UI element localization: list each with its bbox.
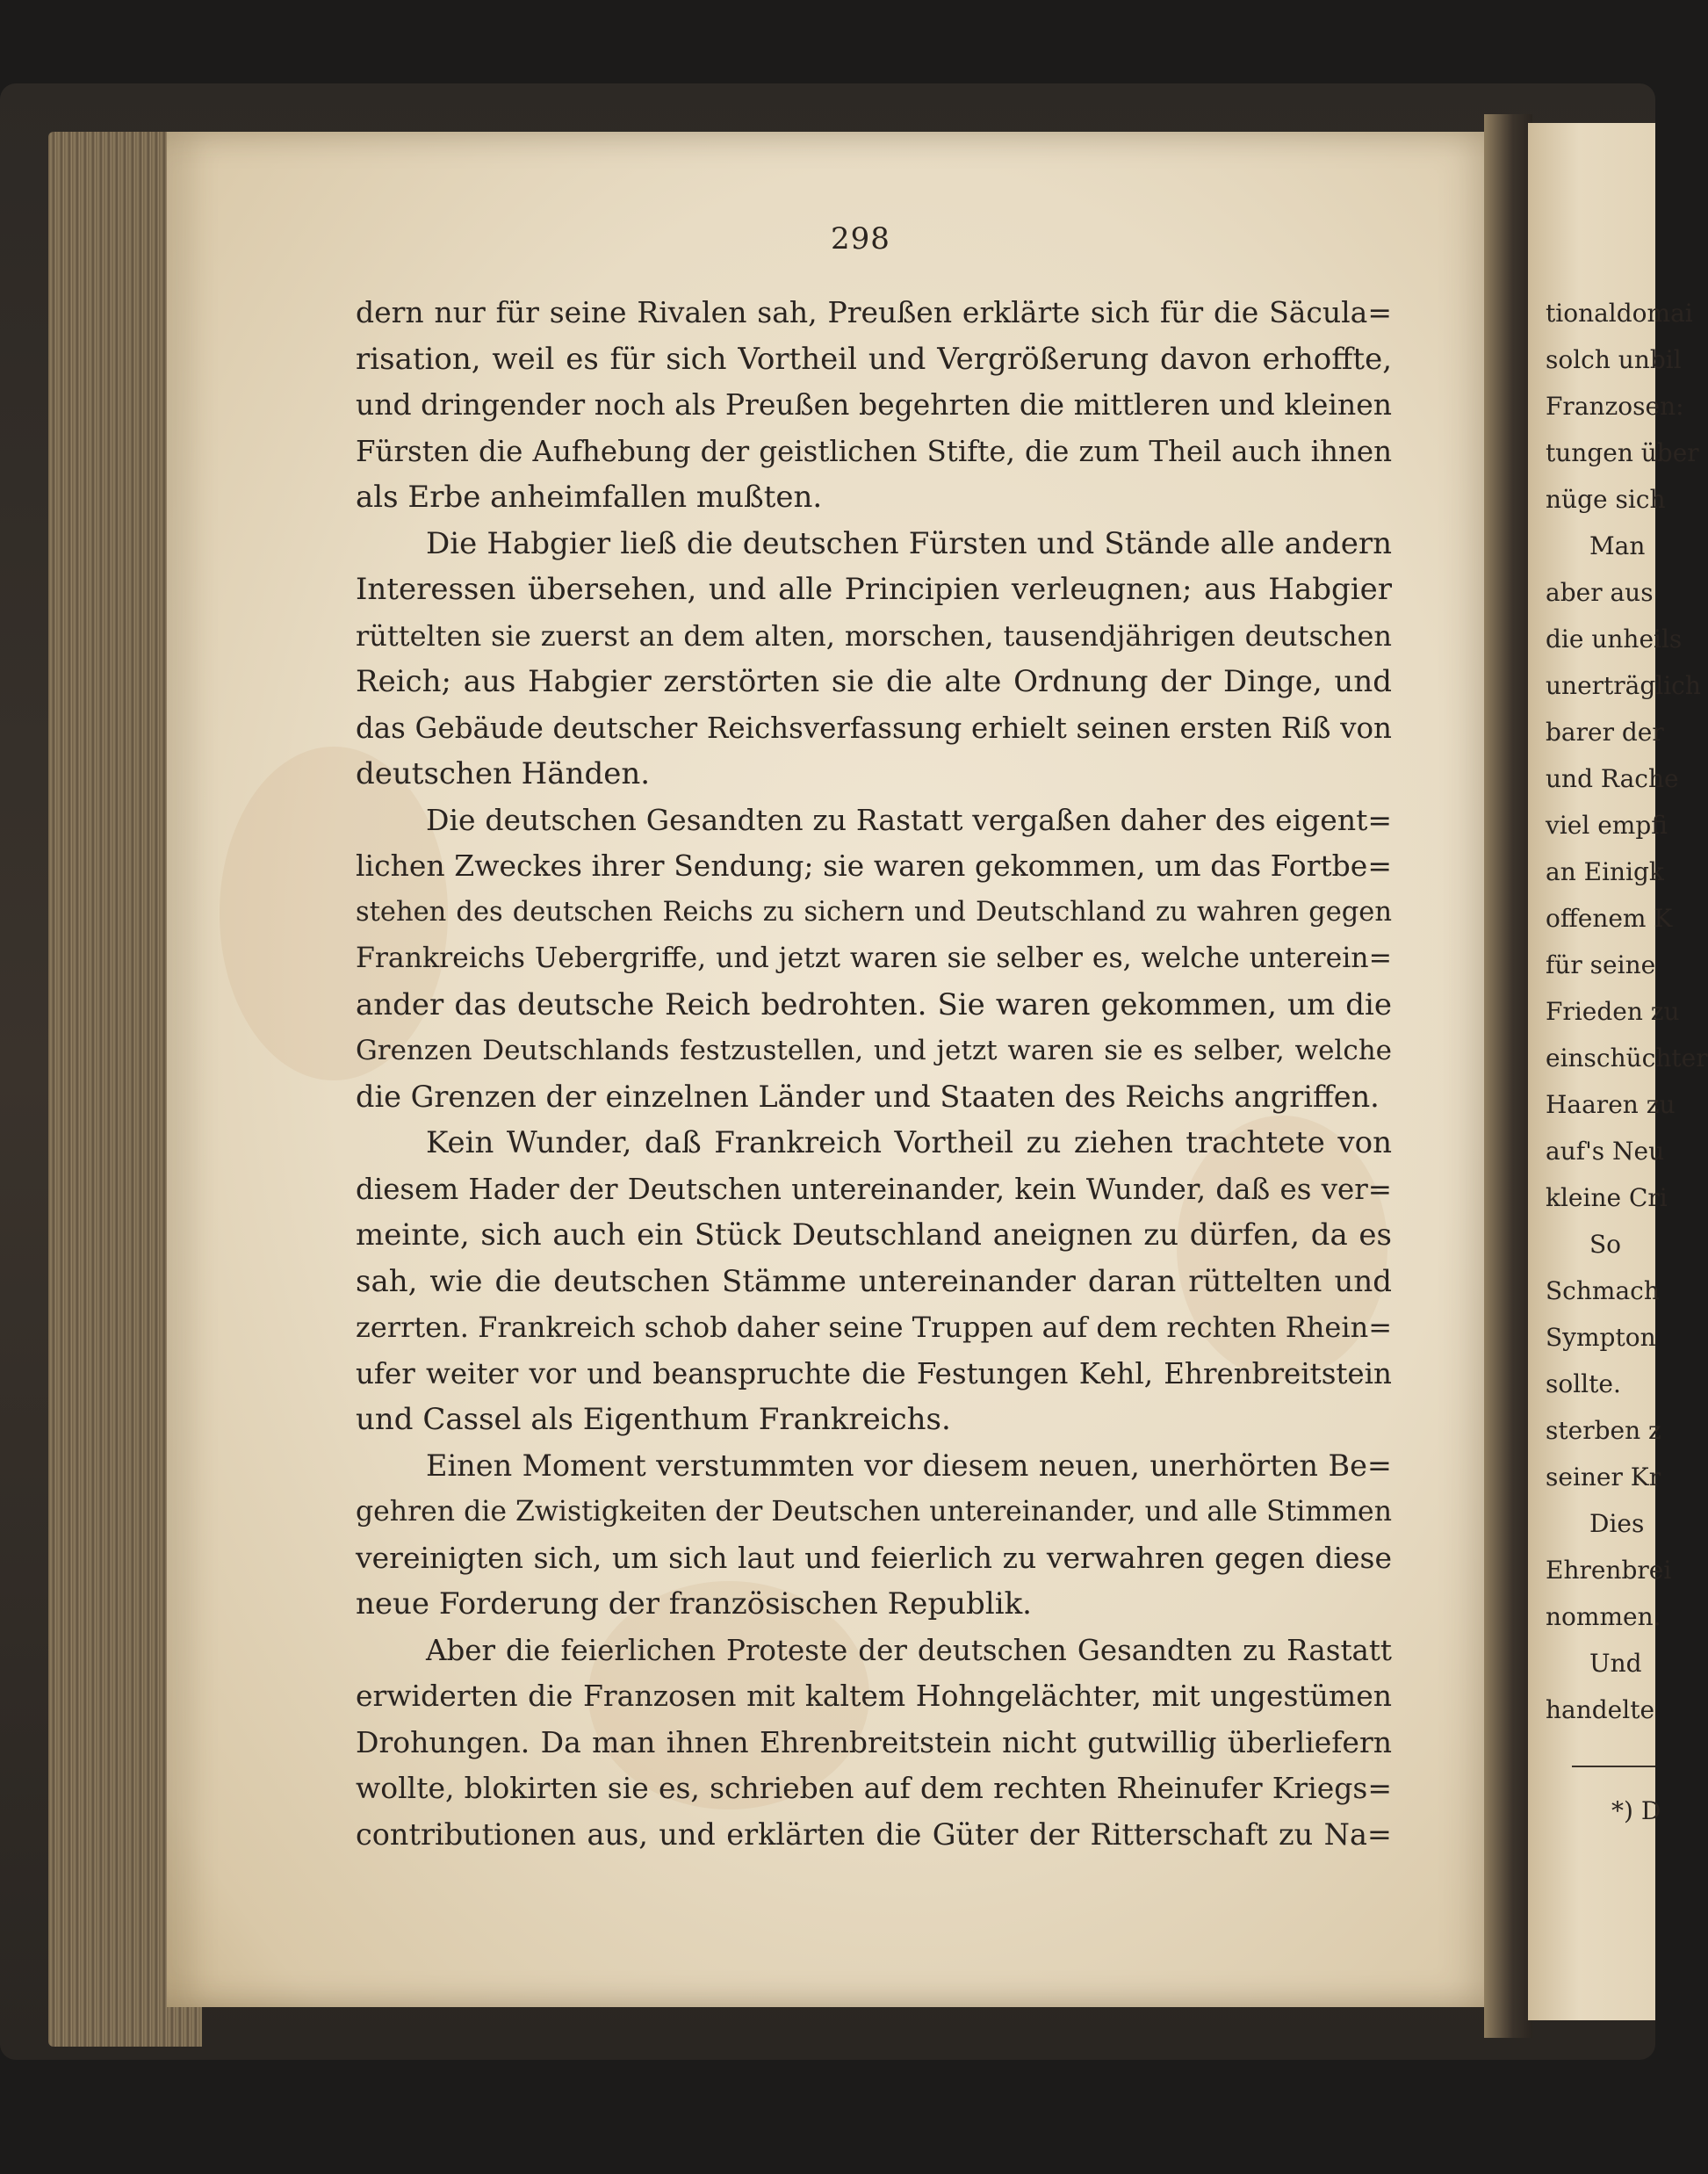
text-line-fragment: Haaren zu [1546,1090,1676,1119]
text-line: gehren die Zwistigkeiten der Deutschen untereinander, und alle Stimmen [356,1496,1392,1528]
text-line-fragment: sterben z [1546,1416,1661,1445]
text-line: meinte, sich auch ein Stück Deutschland aneignen zu dürfen, da es [356,1217,1392,1253]
text-line: Aber die feierlichen Proteste der deutschen Gesandten zu Rastatt [426,1633,1392,1667]
text-line-fragment: auf's Neu [1546,1137,1665,1166]
footnote: *) D [1611,1796,1661,1825]
text-line: Kein Wunder, daß Frankreich Vortheil zu ziehen trachtete von [426,1125,1392,1160]
text-line: dern nur für seine Rivalen sah, Preußen erklärte sich für die Säcula= [356,295,1392,329]
text-line: erwiderten die Franzosen mit kaltem Hohngelächter, mit ungestümen [356,1679,1392,1713]
text-line-fragment: tionaldomai [1546,299,1693,328]
text-line: Einen Moment verstummten vor diesem neuen, unerhörten Be= [426,1448,1392,1483]
text-line: neue Forderung der französischen Republik. [356,1586,1032,1621]
text-line: als Erbe anheimfallen mußten. [356,480,823,515]
text-line: lichen Zweckes ihrer Sendung; sie waren gekommen, um das Fortbe= [356,849,1392,883]
text-line-fragment: viel empfi [1546,811,1668,840]
text-line: Frankreichs Uebergriffe, und jetzt waren sie selber es, welche unterein= [356,943,1392,974]
text-line-fragment: offenem K [1546,904,1673,933]
text-line-fragment: die unheils [1546,625,1683,654]
text-line: ander das deutsche Reich bedrohten. Sie waren gekommen, um die [356,986,1392,1022]
page-number: 298 [831,221,890,256]
text-line: Die Habgier ließ die deutschen Fürsten und Stände alle andern [426,525,1392,561]
text-line-fragment: Dies [1589,1509,1645,1538]
text-line-fragment: aber aus [1546,578,1654,607]
text-line-fragment: handelte [1546,1695,1655,1724]
text-line: und Cassel als Eigenthum Frankreichs. [356,1402,951,1437]
text-line-fragment: für seine [1546,950,1656,979]
text-line: rüttelten sie zuerst an dem alten, morschen, tausendjährigen deutschen [356,618,1392,653]
text-line-fragment: barer der [1546,718,1664,747]
text-line: stehen des deutschen Reichs zu sichern und Deutschland zu wahren gegen [356,896,1392,928]
text-line: die Grenzen der einzelnen Länder und Staaten des Reichs angriffen. [356,1079,1380,1114]
text-line-fragment: So [1589,1230,1622,1259]
footnote-rule [1572,1766,1655,1767]
text-line: ufer weiter vor und beanspruchte die Festungen Kehl, Ehrenbreitstein [356,1356,1392,1390]
text-line: zerrten. Frankreich schob daher seine Truppen auf dem rechten Rhein= [356,1311,1392,1344]
text-line-fragment: Ehrenbrei [1546,1556,1672,1585]
text-line-fragment: tungen über [1546,438,1699,467]
text-line: Interessen übersehen, und alle Principien verleugnen; aus Habgier [356,572,1392,607]
text-line-fragment: und Rache [1546,764,1679,793]
text-line-fragment: Frieden zu [1546,997,1680,1026]
left-page-text [356,290,1392,1858]
text-line-fragment: einschüchter [1546,1044,1708,1073]
book-gutter [1484,114,1532,2038]
text-line: diesem Hader der Deutschen untereinander, kein Wunder, daß es ver= [356,1172,1392,1206]
text-line: wollte, blokirten sie es, schrieben auf dem rechten Rheinufer Kriegs= [356,1771,1392,1805]
text-line-fragment: seiner Kr [1546,1463,1661,1491]
text-line: vereinigten sich, um sich laut und feierlich zu verwahren gegen diese [356,1540,1392,1575]
text-line-fragment: solch unbil [1546,345,1682,374]
text-line: risation, weil es für sich Vortheil und Vergrößerung davon erhoffte, [356,341,1392,377]
text-line: contributionen aus, und erklärten die Güter der Ritterschaft zu Na= [356,1816,1392,1852]
text-line: sah, wie die deutschen Stämme untereinander daran rüttelten und [356,1263,1392,1299]
text-line-fragment: kleine Cri [1546,1183,1668,1212]
text-line-fragment: unerträglich [1546,671,1701,700]
text-line-fragment: Man [1589,531,1646,560]
text-line: Reich; aus Habgier zerstörten sie die alte Ordnung der Dinge, und [356,664,1392,699]
right-page-text [1546,290,1708,1733]
text-line: Drohungen. Da man ihnen Ehrenbreitstein nicht gutwillig überliefern [356,1724,1392,1759]
text-line: das Gebäude deutscher Reichsverfassung erhielt seinen ersten Riß von [356,711,1392,745]
text-line: Grenzen Deutschlands festzustellen, und jetzt waren sie es selber, welche [356,1035,1392,1066]
text-line-fragment: Schmach [1546,1276,1660,1305]
text-line-fragment: nüge sich [1546,485,1666,514]
text-line-fragment: an Einigk [1546,857,1664,886]
text-line: deutschen Händen. [356,756,651,791]
text-line: Die deutschen Gesandten zu Rastatt vergaßen daher des eigent= [426,802,1392,837]
text-line-fragment: Sympton [1546,1323,1656,1352]
text-line-fragment: Und [1589,1649,1642,1678]
text-line-fragment: Franzosen: [1546,392,1684,421]
text-line-fragment: sollte. [1546,1369,1621,1398]
text-line: Fürsten die Aufhebung der geistlichen Stifte, die zum Theil auch ihnen [356,434,1392,468]
text-line: und dringender noch als Preußen begehrten die mittleren und kleinen [356,387,1392,422]
text-line-fragment: nommen. [1546,1602,1661,1631]
